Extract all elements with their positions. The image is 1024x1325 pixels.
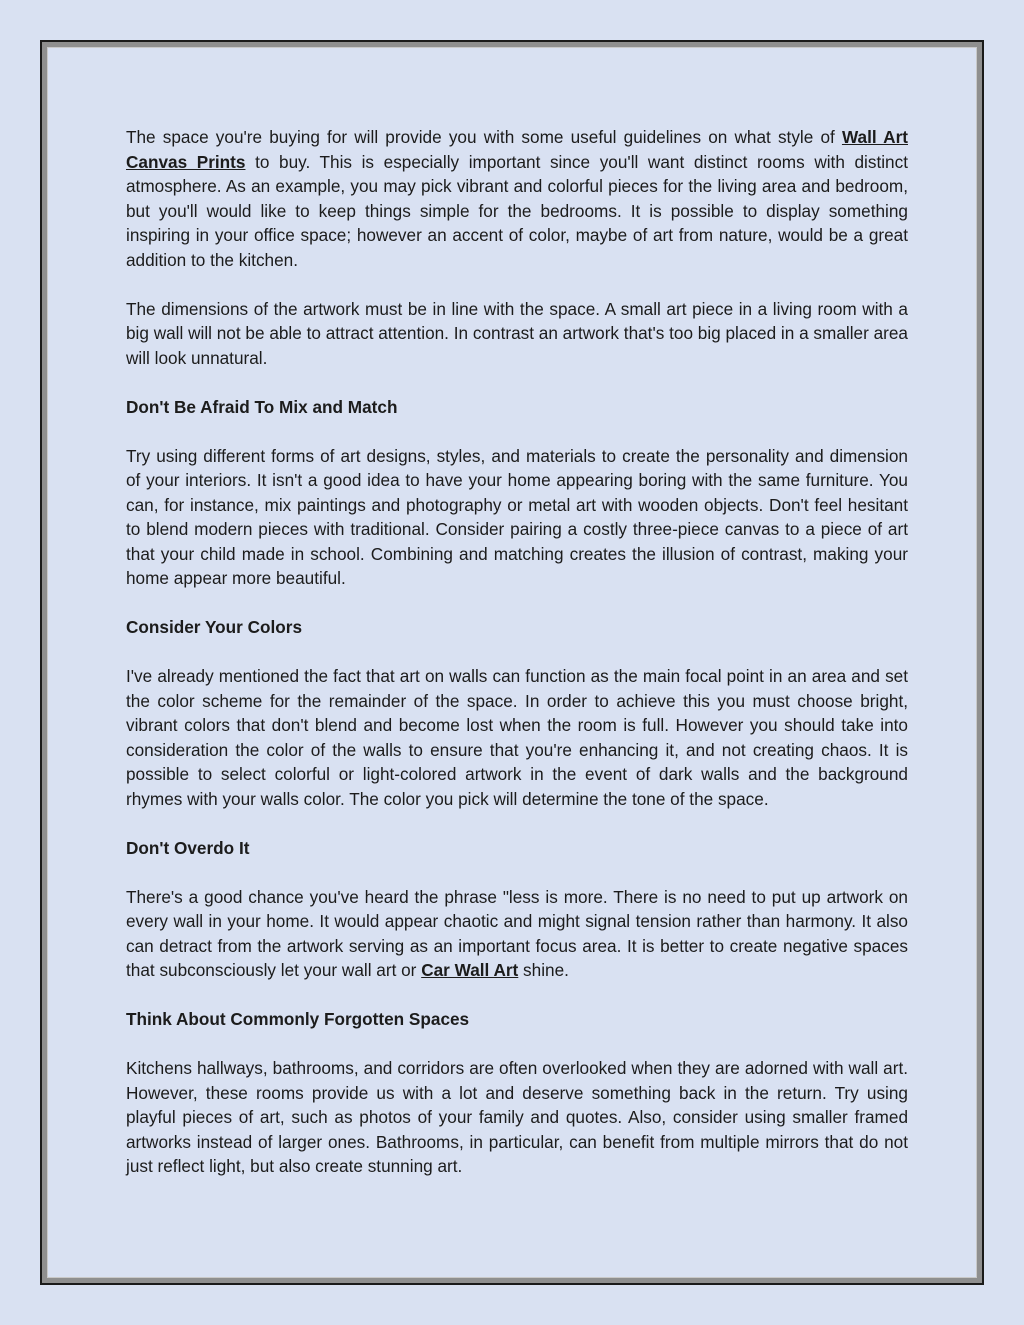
paragraph-colors: I've already mentioned the fact that art on walls can function as the main focal point in an area and set the color scheme for the remainder of the space. In order to achieve this you must choose bright, vibrant colors that don't blend and become lost when the room is full. However you should take into consideration the color of the walls to ensure that you're enhancing it, and not creating chaos. It is possible to select colorful or light-colored artwork in the event of dark walls and the background rhymes with your walls color. The color you pick will determine the tone of the space. <box>126 666 908 809</box>
paragraph-intro-text-start: The space you're buying for will provide you with some useful guidelines on what style of <box>126 127 842 147</box>
wall-art-canvas-prints-link[interactable]: Wall Art Canvas Prints <box>126 127 908 172</box>
car-wall-art-link[interactable]: Car Wall Art <box>421 960 519 980</box>
paragraph-intro <box>126 125 908 272</box>
paragraph-dont-overdo <box>126 885 908 983</box>
page-inner <box>47 47 977 1278</box>
paragraph-intro-text-end: to buy. This is especially important since you'll want distinct rooms with distinct atmosphere. As an example, you may pick vibrant and colorful pieces for the living area and bedroom, but you'll would like to keep things simple for the bedrooms. It is possible to display something inspiring in your office space; however an accent of color, maybe of art from nature, would be a great addition to the kitchen. <box>126 151 908 270</box>
document-body <box>126 125 908 1203</box>
heading-consider-colors: Consider Your Colors <box>126 617 303 637</box>
paragraph-dimensions: The dimensions of the artwork must be in line with the space. A small art piece in a living room with a big wall will not be able to attract attention. In contrast an artwork that's too big placed in a smaller area will look unnatural. <box>126 298 908 368</box>
heading-forgotten-spaces: Think About Commonly Forgotten Spaces <box>126 1009 470 1029</box>
paragraph-dont-overdo-text-end: shine. <box>518 960 569 980</box>
paragraph-forgotten-spaces: Kitchens hallways, bathrooms, and corridors are often overlooked when they are adorned with wall art. However, these rooms provide us with a lot and deserve something back in the return. Try using playful pieces of art, such as photos of your family and quotes. Also, consider using smaller framed artworks instead of larger ones. Bathrooms, in particular, can benefit from multiple mirrors that do not just reflect light, but also create stunning art. <box>126 1058 908 1176</box>
heading-mix-and-match: Don't Be Afraid To Mix and Match <box>126 396 398 417</box>
heading-dont-overdo: Don't Overdo It <box>126 837 250 858</box>
page-frame <box>40 40 984 1285</box>
paragraph-dont-overdo-text-start: There's a good chance you've heard the phrase "less is more. There is no need to put up artwork on every wall in your home. It would appear chaotic and might signal tension rather than harmony. It also can detract from the artwork serving as an important focus area. It is better to create negative spaces that subconsciously let your wall art or <box>126 886 908 980</box>
paragraph-mix-and-match: Try using different forms of art designs, styles, and materials to create the personality and dimension of your interiors. It isn't a good idea to have your home appearing boring with the same furniture. You can, for instance, mix paintings and photography or metal art with wooden objects. Don't feel hesitant to blend modern pieces with traditional. Consider pairing a costly three-piece canvas to a piece of art that your child made in school. Combining and matching creates the illusion of contrast, making your home appear more beautiful. <box>126 445 908 588</box>
